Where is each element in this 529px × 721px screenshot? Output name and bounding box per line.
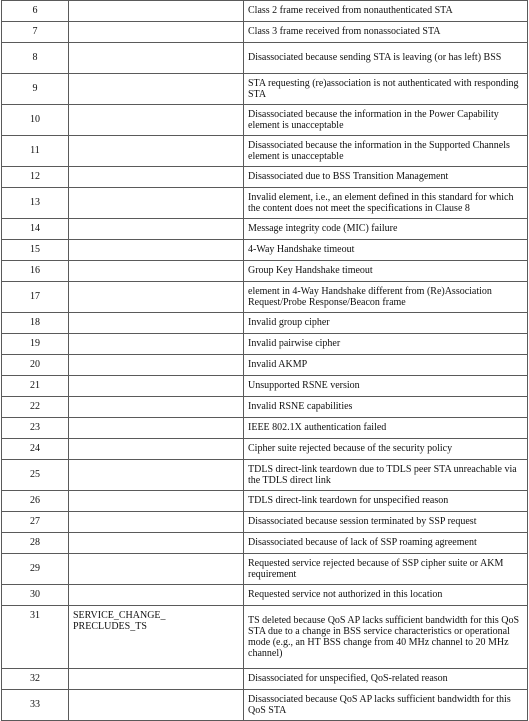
- reason-meaning-cell: Message integrity code (MIC) failure: [244, 219, 528, 240]
- reason-code-cell: 14: [2, 219, 69, 240]
- table-row: [2, 512, 528, 533]
- reason-name-cell: [69, 219, 244, 240]
- reason-name-cell: [69, 554, 244, 585]
- table-row: [2, 669, 528, 690]
- reason-code-cell: 12: [2, 167, 69, 188]
- reason-name-cell: [69, 376, 244, 397]
- reason-code-cell: 29: [2, 554, 69, 585]
- reason-name-cell: [69, 418, 244, 439]
- reason-name-cell: [69, 512, 244, 533]
- reason-meaning-cell: Disassociated because the information in the Power Capability element is unacceptable: [244, 105, 528, 136]
- reason-meaning-cell: Invalid AKMP: [244, 355, 528, 376]
- table-row: [2, 1, 528, 22]
- reason-code-cell: 16: [2, 261, 69, 282]
- reason-code-cell: 21: [2, 376, 69, 397]
- reason-name-cell: [69, 491, 244, 512]
- reason-code-cell: 7: [2, 22, 69, 43]
- reason-name-cell: [69, 669, 244, 690]
- reason-code-cell: 31: [2, 606, 69, 669]
- reason-code-cell: 33: [2, 690, 69, 721]
- reason-code-cell: 13: [2, 188, 69, 219]
- table-row: [2, 261, 528, 282]
- reason-meaning-cell: Invalid RSNE capabilities: [244, 397, 528, 418]
- reason-code-cell: 9: [2, 74, 69, 105]
- reason-code-cell: 32: [2, 669, 69, 690]
- reason-code-cell: 26: [2, 491, 69, 512]
- table-row: [2, 43, 528, 74]
- reason-meaning-cell: element in 4-Way Handshake different from (Re)Association Request/Probe Response/Beacon frame: [244, 282, 528, 313]
- reason-code-cell: 18: [2, 313, 69, 334]
- reason-meaning-cell: Class 2 frame received from nonauthenticated STA: [244, 1, 528, 22]
- reason-code-cell: 24: [2, 439, 69, 460]
- reason-meaning-cell: 4-Way Handshake timeout: [244, 240, 528, 261]
- reason-code-cell: 30: [2, 585, 69, 606]
- reason-meaning-cell: TDLS direct-link teardown due to TDLS peer STA unreachable via the TDLS direct link: [244, 460, 528, 491]
- table-row: [2, 74, 528, 105]
- table-row: [2, 554, 528, 585]
- table-row: [2, 585, 528, 606]
- reason-meaning-cell: Invalid element, i.e., an element defined in this standard for which the content does not meet the specifications in Clause 8: [244, 188, 528, 219]
- reason-name-cell: [69, 240, 244, 261]
- reason-name-cell: [69, 690, 244, 721]
- reason-code-cell: 19: [2, 334, 69, 355]
- reason-code-cell: 8: [2, 43, 69, 74]
- table-row: [2, 313, 528, 334]
- reason-meaning-cell: Unsupported RSNE version: [244, 376, 528, 397]
- reason-name-cell: [69, 397, 244, 418]
- reason-code-table: [1, 0, 528, 721]
- reason-name-cell: [69, 313, 244, 334]
- table-row: [2, 690, 528, 721]
- reason-name-cell: [69, 439, 244, 460]
- reason-code-cell: 23: [2, 418, 69, 439]
- reason-meaning-cell: TS deleted because QoS AP lacks sufficient bandwidth for this QoS STA due to a change in BSS service characteristics or operational mode (e.g., an HT BSS change from 40 MHz channel to 20 MHz channel): [244, 606, 528, 669]
- table-row: [2, 105, 528, 136]
- table-row: [2, 240, 528, 261]
- reason-code-cell: 20: [2, 355, 69, 376]
- reason-meaning-cell: Invalid pairwise cipher: [244, 334, 528, 355]
- reason-name-cell: [69, 460, 244, 491]
- table-row: [2, 533, 528, 554]
- table-row: [2, 334, 528, 355]
- reason-name-cell: [69, 167, 244, 188]
- reason-meaning-cell: Disassociated for unspecified, QoS-related reason: [244, 669, 528, 690]
- reason-meaning-cell: Invalid group cipher: [244, 313, 528, 334]
- reason-code-cell: 27: [2, 512, 69, 533]
- table-row: [2, 136, 528, 167]
- reason-code-cell: 15: [2, 240, 69, 261]
- table-row: [2, 460, 528, 491]
- table-row: [2, 219, 528, 240]
- reason-meaning-cell: Disassociated because the information in the Supported Channels element is unacceptable: [244, 136, 528, 167]
- reason-name-cell: [69, 585, 244, 606]
- table-row: [2, 491, 528, 512]
- reason-code-table-body: [2, 1, 528, 721]
- reason-name-cell: [69, 1, 244, 22]
- reason-name-cell: [69, 533, 244, 554]
- table-row: [2, 606, 528, 669]
- reason-meaning-cell: Disassociated because session terminated by SSP request: [244, 512, 528, 533]
- reason-meaning-cell: IEEE 802.1X authentication failed: [244, 418, 528, 439]
- table-row: [2, 22, 528, 43]
- table-row: [2, 188, 528, 219]
- reason-code-cell: 6: [2, 1, 69, 22]
- reason-name-cell: SERVICE_CHANGE_ PRECLUDES_TS: [69, 606, 244, 669]
- reason-name-cell: [69, 261, 244, 282]
- reason-meaning-cell: Class 3 frame received from nonassociated STA: [244, 22, 528, 43]
- table-row: [2, 397, 528, 418]
- reason-name-cell: [69, 43, 244, 74]
- reason-meaning-cell: Disassociated because sending STA is leaving (or has left) BSS: [244, 43, 528, 74]
- reason-name-cell: [69, 105, 244, 136]
- table-row: [2, 355, 528, 376]
- reason-meaning-cell: Group Key Handshake timeout: [244, 261, 528, 282]
- reason-name-cell: [69, 188, 244, 219]
- reason-meaning-cell: Requested service not authorized in this location: [244, 585, 528, 606]
- reason-name-cell: [69, 282, 244, 313]
- reason-name-cell: [69, 355, 244, 376]
- reason-name-cell: [69, 334, 244, 355]
- table-row: [2, 282, 528, 313]
- reason-meaning-cell: Requested service rejected because of SSP cipher suite or AKM requirement: [244, 554, 528, 585]
- reason-meaning-cell: Disassociated because of lack of SSP roaming agreement: [244, 533, 528, 554]
- reason-code-cell: 10: [2, 105, 69, 136]
- reason-code-cell: 28: [2, 533, 69, 554]
- table-row: [2, 167, 528, 188]
- table-row: [2, 376, 528, 397]
- table-row: [2, 439, 528, 460]
- reason-name-cell: [69, 22, 244, 43]
- reason-code-cell: 25: [2, 460, 69, 491]
- reason-meaning-cell: Disassociated due to BSS Transition Management: [244, 167, 528, 188]
- reason-code-cell: 22: [2, 397, 69, 418]
- table-row: [2, 418, 528, 439]
- reason-code-cell: 17: [2, 282, 69, 313]
- reason-meaning-cell: Cipher suite rejected because of the security policy: [244, 439, 528, 460]
- reason-meaning-cell: Disassociated because QoS AP lacks sufficient bandwidth for this QoS STA: [244, 690, 528, 721]
- reason-meaning-cell: STA requesting (re)association is not authenticated with responding STA: [244, 74, 528, 105]
- reason-code-cell: 11: [2, 136, 69, 167]
- reason-meaning-cell: TDLS direct-link teardown for unspecified reason: [244, 491, 528, 512]
- reason-name-cell: [69, 136, 244, 167]
- reason-name-cell: [69, 74, 244, 105]
